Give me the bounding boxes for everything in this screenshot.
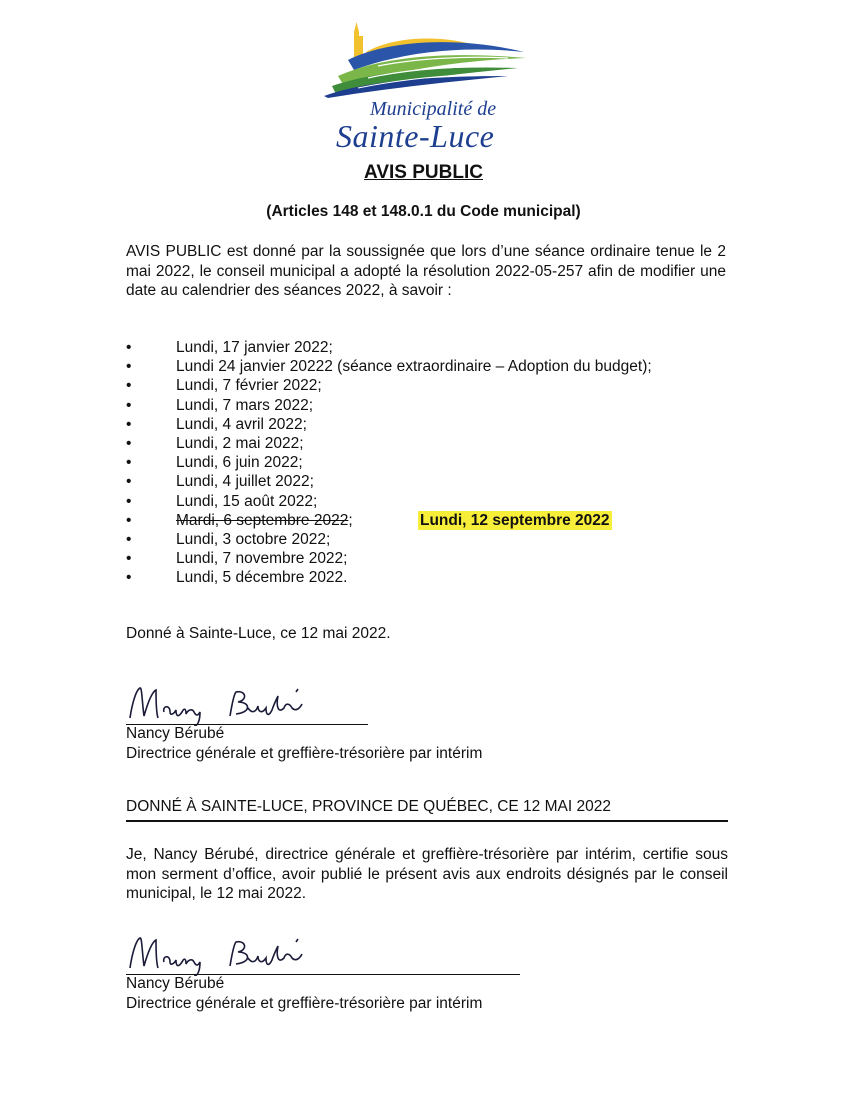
bullet-icon: • — [126, 415, 132, 433]
certificate-text: Je, Nancy Bérubé, directrice générale et greffière-trésorière par intérim, certifie sous mon serment d’office, avoir publié le présent avis aux endroits désignés par le conseil municipal, le 12 mai 2022. — [126, 846, 728, 902]
notice-subtitle: (Articles 148 et 148.0.1 du Code municipal) — [266, 203, 581, 220]
bullet-icon: • — [126, 358, 132, 376]
list-item — [126, 396, 766, 415]
certificate-heading: DONNÉ À SAINTE-LUCE, PROVINCE DE QUÉBEC, CE 12 MAI 2022 — [126, 798, 611, 815]
bullet-icon: • — [126, 396, 132, 414]
list-item — [126, 492, 766, 511]
meeting-date: Lundi, 2 mai 2022; — [176, 434, 304, 452]
meeting-date: Lundi 24 janvier 20222 (séance extraordinaire – Adoption du budget); — [176, 358, 652, 376]
handwritten-signature-icon — [126, 932, 326, 976]
meeting-date: Lundi, 4 juillet 2022; — [176, 473, 314, 491]
bullet-icon: • — [126, 454, 132, 472]
meeting-date: Lundi, 7 mars 2022; — [176, 396, 314, 414]
bullet-icon: • — [126, 550, 132, 568]
bullet-icon: • — [126, 530, 132, 548]
signatory-name: Nancy Bérubé — [126, 975, 225, 992]
list-item — [126, 376, 766, 395]
list-item-modified — [126, 511, 766, 530]
date-punctuation: ; — [348, 511, 353, 529]
municipality-logo — [318, 18, 530, 154]
signature-block-1 — [126, 682, 546, 772]
meeting-date: Lundi, 7 février 2022; — [176, 377, 322, 395]
bullet-icon: • — [126, 434, 132, 452]
meeting-date: Lundi, 4 avril 2022; — [176, 415, 307, 433]
signature-block-2 — [126, 932, 546, 1022]
list-item — [126, 549, 766, 568]
meeting-date: Lundi, 7 novembre 2022; — [176, 550, 348, 568]
new-meeting-date-highlight: Lundi, 12 septembre 2022 — [420, 511, 610, 529]
list-item — [126, 415, 766, 434]
certificate-divider — [126, 820, 728, 822]
bullet-icon: • — [126, 492, 132, 510]
signatory-name: Nancy Bérubé — [126, 725, 225, 742]
list-item — [126, 472, 766, 491]
bullet-icon: • — [126, 473, 132, 491]
meeting-date: Lundi, 15 août 2022; — [176, 492, 318, 510]
notice-title: AVIS PUBLIC — [364, 162, 483, 183]
bullet-icon: • — [126, 339, 132, 356]
logo-landscape-icon — [318, 18, 530, 98]
meeting-date: Lundi, 6 juin 2022; — [176, 454, 303, 472]
logo-text-sainte-luce: Sainte-Luce — [336, 118, 495, 154]
bullet-icon: • — [126, 377, 132, 395]
list-item — [126, 530, 766, 549]
handwritten-signature-icon — [126, 682, 326, 726]
meeting-date: Lundi, 3 octobre 2022; — [176, 530, 331, 548]
meeting-date: Lundi, 17 janvier 2022; — [176, 339, 333, 356]
meeting-date: Lundi, 5 décembre 2022. — [176, 569, 348, 587]
given-at-statement: Donné à Sainte-Luce, ce 12 mai 2022. — [126, 625, 391, 642]
bullet-icon: • — [126, 569, 132, 587]
list-item — [126, 568, 766, 587]
list-item — [126, 434, 766, 453]
bullet-icon: • — [126, 511, 132, 529]
notice-intro: AVIS PUBLIC est donné par la soussignée que lors d’une séance ordinaire tenue le 2 mai 2022, le conseil municipal a adopté la résolution 2022-05-257 afin de modifier une date au calendrier des séances 2022, à savoir : — [126, 243, 726, 299]
logo-text-municipalite: Municipalité de — [370, 98, 497, 120]
meeting-date-cancelled — [176, 511, 353, 530]
signatory-role: Directrice générale et greffière-trésorière par intérim — [126, 995, 483, 1012]
meeting-dates-list — [126, 338, 766, 587]
list-item — [126, 453, 766, 472]
list-item — [126, 338, 766, 357]
signatory-role: Directrice générale et greffière-trésorière par intérim — [126, 745, 483, 762]
struck-date: Mardi, 6 septembre 2022 — [176, 511, 349, 529]
list-item — [126, 357, 766, 376]
